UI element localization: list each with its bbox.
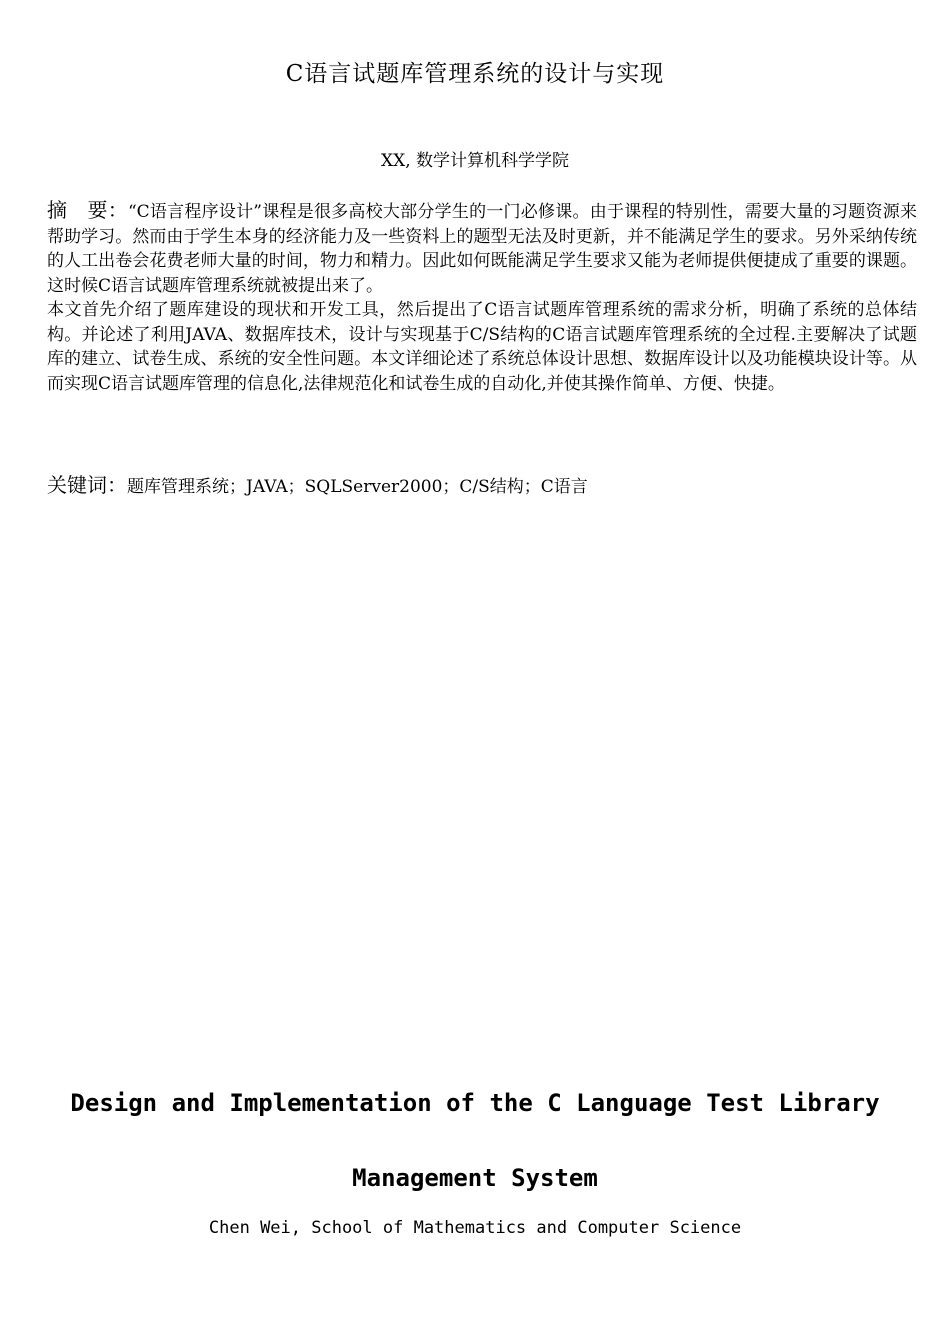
chinese-abstract (47, 198, 917, 396)
abstract-paragraph-1-text: “C语言程序设计”课程是很多高校大部分学生的一门必修课。由于课程的特别性，需要大量的习题资源来帮助学习。然而由于学生本身的经济能力及一些资料上的题型无法及时更新，并不能满足学生的要求。另外采纳传统的人工出卷会花费老师大量的时间，物力和精力。因此如何既能满足学生要求又能为老师提供便捷成了重要的课题。这时候C语言试题库管理系统就被提出来了。 (47, 202, 918, 296)
keywords-label: 关键词： (47, 473, 127, 497)
abstract-paragraph-1 (47, 198, 917, 298)
keywords-text: 题库管理系统；JAVA；SQLServer2000；C/S结构；C语言 (127, 477, 588, 497)
english-title-line-2: Management System (352, 1164, 598, 1192)
abstract-paragraph-2: 本文首先介绍了题库建设的现状和开发工具，然后提出了C语言试题库管理系统的需求分析，明确了系统的总体结构。并论述了利用JAVA、数据库技术，设计与实现基于C/S结构的C语言试题库管理系统的全过程.主要解决了试题库的建立、试卷生成、系统的安全性问题。本文详细论述了系统总体设计思想、数据库设计以及功能模块设计等。从而实现C语言试题库管理的信息化,法律规范化和试卷生成的自动化,并使其操作简单、方便、快捷。 (47, 300, 917, 394)
chinese-title: C语言试题库管理系统的设计与实现 (285, 61, 665, 87)
chinese-author-affiliation: XX, 数学计算机科学学院 (380, 151, 569, 171)
english-author-affiliation: Chen Wei, School of Mathematics and Computer Science (208, 1218, 742, 1238)
abstract-label: 摘 要： (47, 198, 128, 222)
chinese-keywords (47, 472, 917, 500)
english-title-line-1: Design and Implementation of the C Language Test Library (70, 1089, 880, 1117)
